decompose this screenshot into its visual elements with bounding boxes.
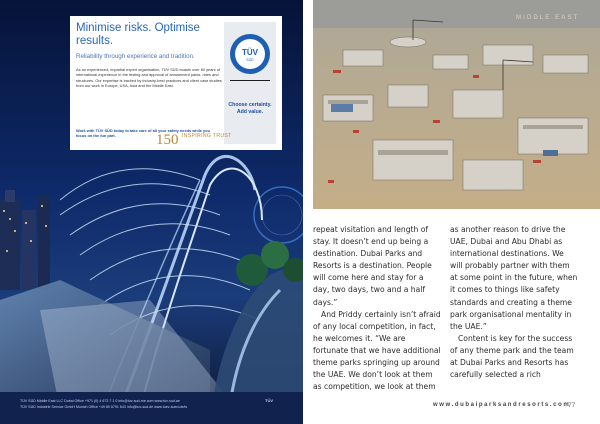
paragraph: repeat visitation and length of stay. It doesn’t end up being a destination. Dubai Parks and Resorts is a destination. People will come here and stay for a day, two days, two and a half days.” bbox=[313, 225, 432, 307]
advert-footer bbox=[0, 392, 303, 424]
ad-certainty-slogan: Choose certainty. Add value. bbox=[228, 102, 272, 115]
divider bbox=[230, 80, 270, 81]
ad-call-to-action: Work with TÜV SÜD today to take care of all your safety needs while you focus on the fun part. bbox=[76, 128, 210, 139]
paragraph: Content is key for the success of any theme park and the team at Dubai Parks and Resorts has carefully selected a rich bbox=[450, 333, 574, 380]
construction-site-photo bbox=[313, 0, 600, 209]
tuv-logo-icon bbox=[230, 34, 270, 74]
footer-tuv-logo: TÜV bbox=[265, 398, 273, 403]
logo-top-text: TÜV bbox=[242, 48, 258, 57]
website-footer[interactable]: www.dubaiparksandresorts.com bbox=[433, 402, 571, 408]
right-page-article bbox=[313, 0, 600, 424]
logo-bottom-text: SÜD bbox=[246, 58, 254, 62]
paragraph: And Priddy certainly isn’t afraid of any local competition, in fact, he welcomes it. “We are fortunate that we have additional theme parks springing up around the UAE. We don’t look at them as competition, we look at them bbox=[313, 309, 441, 392]
article-column-2 bbox=[450, 224, 578, 381]
inspiring-trust-text: INSPIRING TRUST bbox=[182, 133, 232, 139]
anniversary-number: 150 bbox=[156, 132, 179, 148]
tuv-advert-box bbox=[70, 16, 282, 150]
aerial-construction-image bbox=[313, 0, 600, 209]
footer-line-1: TÜV SÜD Middle East LLC Dubai Office +971 (0) 4 673 7 1 0 info@tuv-sud-me.com www.tuv-sud.ae bbox=[20, 399, 180, 403]
ad-tagline: Reliability through experience and tradition. bbox=[76, 53, 195, 60]
article-column-1 bbox=[313, 224, 441, 393]
ad-headline: Minimise risks. Optimise results. bbox=[76, 22, 200, 47]
ad-body-text: As an experienced, impartial expert organisation, TÜV SÜD boasts over 60 years of international experience in the testing and approval of amusement parks, rides and structures. Our expertise is backed by industry-best practices and client case studies from our work in Europe, USA, Asia and the Middle East. bbox=[76, 67, 222, 89]
section-label: MIDDLE EAST bbox=[516, 14, 580, 21]
page-number: 77 bbox=[568, 402, 576, 409]
paragraph: as another reason to drive the UAE, Dubai and Abu Dhabi as international destinations. We will probably partner with them at some point in the future, when it comes to things like safety standards and creating a theme park organisational mentality in the UAE.” bbox=[450, 225, 578, 331]
footer-line-2: TÜV SÜD Industrie Service GmbH Munich Office +49 89 5791 643 info@tuv-sud.de www.tuev-sued.de/is bbox=[20, 405, 188, 409]
